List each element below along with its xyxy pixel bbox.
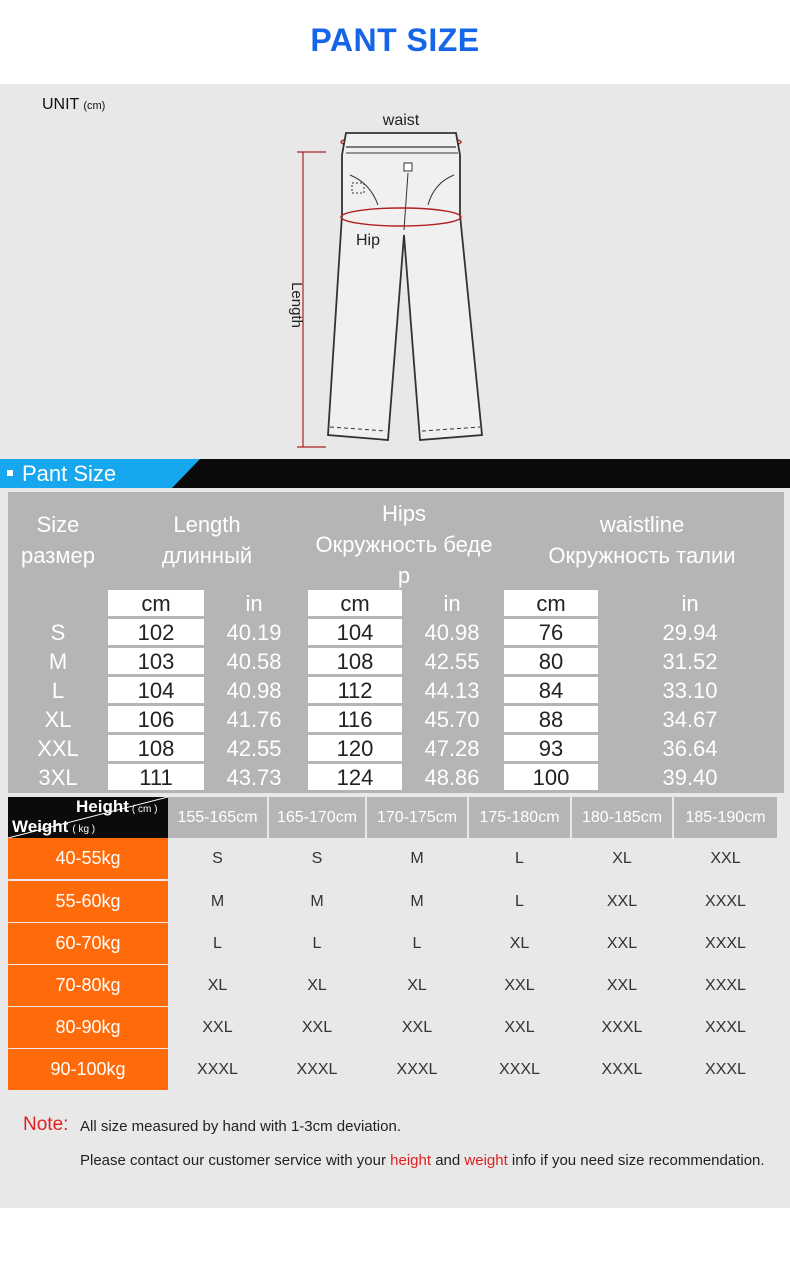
measure-cell: 40.19 — [226, 620, 282, 645]
measure-cell: 124 — [308, 764, 402, 790]
page-title: PANT SIZE — [310, 22, 480, 58]
measure-cell: 31.52 — [662, 649, 718, 674]
measure-cell: 33.10 — [662, 678, 718, 703]
measure-cell: 76 — [504, 619, 598, 645]
measure-cell: 106 — [108, 706, 204, 732]
size-cell: L — [51, 678, 65, 703]
header-waist-en: waistline — [599, 512, 685, 537]
measure-cell: 84 — [504, 677, 598, 703]
measure-cell: 116 — [308, 706, 402, 732]
measure-cell: 36.64 — [662, 736, 718, 761]
waist-label: waist — [382, 112, 420, 129]
unit-header-2: cm — [308, 590, 402, 616]
header-waist-ru: Окружность талии — [548, 543, 736, 568]
header-hips-en: Hips — [381, 501, 426, 526]
size-cell: XL — [207, 977, 228, 994]
size-cell: XXXL — [499, 1061, 540, 1078]
height-header: 165-170cm — [269, 797, 365, 838]
measure-cell: 34.67 — [662, 707, 718, 732]
length-label: Length — [288, 282, 305, 328]
height-header: 175-180cm — [469, 797, 570, 838]
header-waist — [504, 509, 780, 571]
header-hips — [304, 498, 504, 591]
size-cell: XL — [307, 977, 327, 994]
header-size — [8, 509, 108, 571]
unit-sub: (cm) — [83, 100, 106, 112]
size-cell: XXXL — [705, 1019, 746, 1036]
weight-label: Weight — [12, 817, 69, 836]
measure-cell: 45.70 — [424, 707, 480, 732]
measure-cell: 42.55 — [226, 736, 282, 761]
weight-row-label: 80-90kg — [8, 1007, 168, 1048]
size-cell: L — [515, 893, 524, 910]
pants-outline — [328, 133, 482, 440]
measure-cell: 47.28 — [424, 736, 480, 761]
size-cell: XL — [407, 977, 427, 994]
size-cell: XXXL — [705, 893, 746, 910]
height-weight-corner — [8, 797, 168, 838]
measure-cell: 40.98 — [424, 620, 480, 645]
unit-header-4: cm — [504, 590, 598, 616]
size-cell: L — [312, 935, 322, 952]
unit-header-3: in — [443, 591, 461, 616]
measure-cell: 112 — [308, 677, 402, 703]
measure-cell: 104 — [308, 619, 402, 645]
weight-unit: ( kg ) — [72, 824, 96, 835]
size-cell: XXL — [37, 736, 79, 761]
contact-height: height — [390, 1152, 432, 1169]
measure-cell: 48.86 — [424, 765, 480, 790]
size-cell: S — [50, 620, 66, 645]
contact-and: and — [435, 1152, 461, 1169]
size-cell: XL — [509, 935, 530, 952]
measure-cell: 111 — [108, 764, 204, 790]
size-cell: XXL — [606, 977, 638, 994]
measure-cell: 104 — [108, 677, 204, 703]
size-cell: XXXL — [705, 977, 746, 994]
size-cell: M — [310, 893, 324, 910]
unit-text: UNIT — [42, 96, 80, 113]
banner-bar — [160, 459, 790, 488]
measure-cell: 29.94 — [662, 620, 718, 645]
measure-cell: 42.55 — [424, 649, 480, 674]
size-cell: M — [48, 649, 68, 674]
unit-header-0: cm — [108, 590, 204, 616]
height-header: 180-185cm — [572, 797, 672, 838]
size-cell: S — [212, 850, 223, 867]
unit-header-1: in — [245, 591, 263, 616]
size-cell: XXL — [606, 935, 638, 952]
height-header: 155-165cm — [168, 797, 267, 838]
size-cell: M — [210, 893, 225, 910]
banner-title: Pant Size — [7, 461, 116, 487]
measure-cell: 88 — [504, 706, 598, 732]
measure-cell: 93 — [504, 735, 598, 761]
contact-weight: weight — [464, 1152, 508, 1169]
height-label: Height — [76, 797, 129, 816]
size-cell: XXXL — [296, 1061, 338, 1078]
header-length-en: Length — [173, 512, 241, 537]
size-cell: XXXL — [705, 1061, 746, 1078]
height-header: 170-175cm — [367, 797, 467, 838]
measure-cell: 80 — [504, 648, 598, 674]
header-length — [108, 509, 306, 571]
size-cell: XL — [612, 850, 632, 867]
size-cell: XXL — [504, 1019, 535, 1036]
size-cell: M — [410, 893, 424, 910]
size-cell: XXL — [202, 1019, 233, 1036]
size-cell: L — [412, 935, 422, 952]
size-cell: XXXL — [601, 1061, 643, 1078]
measure-cell: 102 — [108, 619, 204, 645]
weight-row-label: 90-100kg — [8, 1049, 168, 1090]
contact-part-a: Please contact our customer service with your — [80, 1152, 386, 1169]
measure-cell: 39.40 — [662, 765, 718, 790]
weight-row-label: 60-70kg — [8, 923, 168, 964]
size-cell: XXL — [606, 893, 638, 910]
size-cell: XXXL — [396, 1061, 438, 1078]
measure-cell: 100 — [504, 764, 598, 790]
header-hips-ru-tail: р — [397, 563, 411, 588]
weight-row-label: 70-80kg — [8, 965, 168, 1006]
contact-part-b: info if you need size recommendation. — [511, 1152, 765, 1169]
measure-cell: 41.76 — [226, 707, 282, 732]
unit-header-5: in — [681, 591, 699, 616]
weight-row-label: 55-60kg — [8, 881, 168, 922]
size-cell: XXXL — [601, 1019, 643, 1036]
height-unit: ( cm ) — [131, 804, 158, 815]
measure-cell: 40.58 — [226, 649, 282, 674]
size-cell: XXXL — [197, 1061, 238, 1078]
size-cell: XXXL — [705, 935, 746, 952]
measure-cell: 40.98 — [226, 678, 282, 703]
size-cell: S — [311, 850, 323, 867]
size-cell: XXL — [301, 1019, 333, 1036]
size-cell: L — [515, 850, 524, 867]
footer-area — [0, 1208, 790, 1267]
measure-cell: 120 — [308, 735, 402, 761]
header-hips-ru: Окружность беде — [315, 532, 493, 557]
note-text: All size measured by hand with 1-3cm deviation. — [80, 1118, 401, 1135]
measure-cell: 44.13 — [424, 678, 480, 703]
note-label: Note: — [23, 1114, 69, 1135]
header-size-ru: размер — [21, 543, 95, 568]
header-size-en: Size — [36, 512, 80, 537]
measure-cell: 108 — [108, 735, 204, 761]
height-header: 185-190cm — [674, 797, 777, 838]
pants-diagram — [270, 105, 510, 455]
size-cell: M — [410, 850, 424, 867]
measure-cell: 43.73 — [226, 765, 282, 790]
header-length-ru: длинный — [161, 543, 253, 568]
size-cell: L — [213, 935, 222, 952]
size-cell: XXL — [504, 977, 535, 994]
size-cell: 3XL — [38, 765, 78, 790]
hip-label: Hip — [355, 232, 381, 249]
unit-label — [42, 96, 105, 114]
weight-row-label: 40-55kg — [8, 838, 168, 879]
contact-text — [80, 1152, 765, 1169]
size-cell: XL — [44, 707, 72, 732]
size-cell: XXL — [710, 850, 741, 867]
size-cell: XXL — [401, 1019, 433, 1036]
measure-cell: 108 — [308, 648, 402, 674]
measure-cell: 103 — [108, 648, 204, 674]
